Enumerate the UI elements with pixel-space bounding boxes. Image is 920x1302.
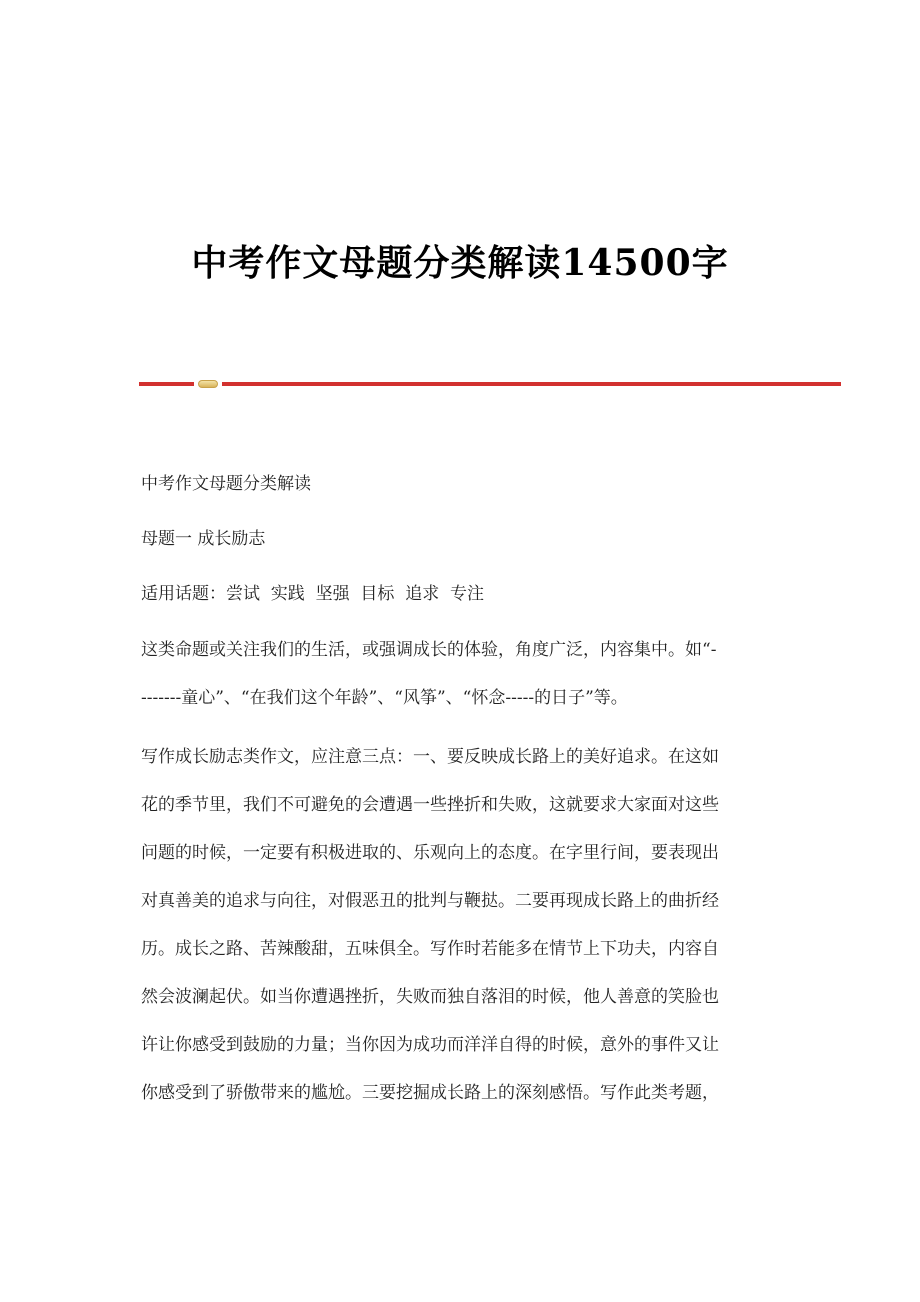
paragraph-1: [141, 626, 781, 722]
paragraph-2-line: 历。成长之路、苦辣酸甜，五味俱全。写作时若能多在情节上下功夫，内容自: [141, 939, 719, 959]
content-topics: 适用话题：尝试 实践 坚强 目标 追求 专注: [141, 584, 485, 604]
title-divider: [139, 380, 841, 388]
paragraph-1-line: -------童心”、“在我们这个年龄”、“风筝”、“怀念-----的日子”等。: [141, 688, 628, 708]
paragraph-2: [141, 733, 781, 1117]
content-subheading: 母题一 成长励志: [141, 529, 266, 549]
divider-ornament-icon: [198, 380, 218, 388]
document-title: 中考作文母题分类解读14500字: [191, 242, 729, 285]
paragraph-2-line: 问题的时候，一定要有积极进取的、乐观向上的态度。在字里行间，要表现出: [141, 843, 719, 863]
paragraph-2-line: 写作成长励志类作文，应注意三点：一、要反映成长路上的美好追求。在这如: [141, 747, 719, 767]
divider-bar-right: [222, 382, 841, 386]
paragraph-2-line: 对真善美的追求与向往，对假恶丑的批判与鞭挞。二要再现成长路上的曲折经: [141, 891, 719, 911]
paragraph-2-line: 许让你感受到鼓励的力量；当你因为成功而洋洋自得的时候，意外的事件又让: [141, 1035, 719, 1055]
paragraph-2-line: 花的季节里，我们不可避免的会遭遇一些挫折和失败，这就要求大家面对这些: [141, 795, 719, 815]
content-heading: 中考作文母题分类解读: [141, 474, 311, 494]
paragraph-2-line: 你感受到了骄傲带来的尴尬。三要挖掘成长路上的深刻感悟。写作此类考题，: [141, 1083, 719, 1103]
divider-bar-left: [139, 382, 194, 386]
paragraph-2-line: 然会波澜起伏。如当你遭遇挫折，失败而独自落泪的时候，他人善意的笑脸也: [141, 987, 719, 1007]
paragraph-1-line: 这类命题或关注我们的生活，或强调成长的体验，角度广泛，内容集中。如“-: [141, 640, 717, 660]
